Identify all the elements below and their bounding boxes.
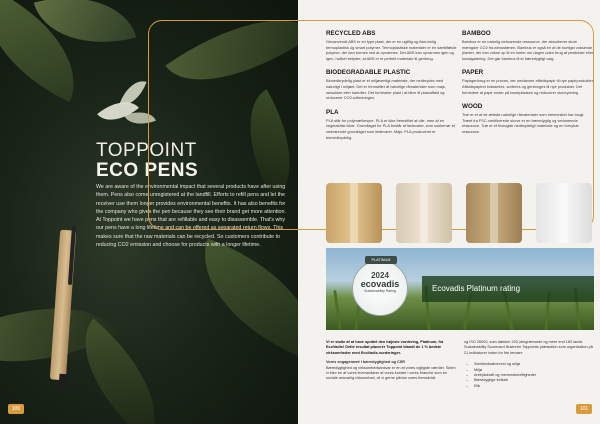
materials-column-1	[326, 30, 458, 148]
section-wood	[462, 103, 594, 134]
title-line-2: ECO PENS	[96, 160, 199, 181]
section-bamboo	[462, 30, 594, 61]
section-pla	[326, 109, 458, 140]
section-heading: PAPER	[462, 69, 484, 77]
section-text: Papirgenbrug er en proces, der omdanner affaldspapir til nye papirprodukter. Affaldspapiret indsamles, sorteres og genbruges til nye produkter. Det forhindrer at papir ender på lossepladsen og reducerer skovrydning.	[462, 78, 594, 95]
section-paper	[462, 69, 594, 95]
ecovadis-photo	[326, 248, 594, 330]
material-sample-bamboo	[326, 183, 382, 243]
section-text: Bambus er en naturlig vedvarende ressource, der absorberer store mængder CO2 fra atmosfæren. Bambus er også en af de hurtigst voksende planter, der kan vokse op til en meter om dagen uden brug af pesticider eller kunstgødning. Det gør bambus til et bæredygtigt valg.	[462, 39, 594, 61]
section-heading: PLA	[326, 108, 339, 116]
ecovadis-column-2	[464, 340, 594, 389]
badge-sub: Sustainability Rating	[364, 289, 396, 293]
intro-paragraph: We are aware of the environmental impact that several products have after using them. Pens also come unregistered at the landfill. Efforts to refill pens and let the receiver use them longer provides environmental benefits. It has also benefits for the company who gives the pen because they see their brand get more attention. At Toppoint we have pens that are refillable and easy to disassemble. That's why our pens have a long lifetime and can be offered as separated return flows. This makes sure that the raw materials can be recycled. So customers contribute to reducing CO2 emission and choose for products with a longer lifetime.	[96, 184, 286, 249]
ecovadis-themes-list	[464, 362, 594, 389]
section-heading: BIODEGRADABLE PLASTIC	[326, 69, 411, 77]
badge-label: PLATINUM	[365, 256, 397, 264]
section-text: Genanvendt ABS er en type plast, der er en ugiftig og ikke-farlig termoplastisk og smart polymer. Termoplastiske materialer er en særtilfælde polymer, der kan formes ved at opvarmes. Det ABS kan opvarmes igen og igen, hvilket betyder, at ABS er et perfekt materiale til genbrug.	[326, 39, 457, 61]
section-recycled-abs	[326, 30, 458, 61]
list-item: – Etik	[474, 384, 594, 389]
section-text: Træ er et af de ældste naturlige råmaterialer som mennesket har brugt. Træet fra FSC-certificerede skove er en bæredygtig og vedvarende ressource. Træ er et biologisk nedbrydeligt materiale og en fornybar ressource.	[462, 112, 585, 134]
page-number-left: 100	[8, 404, 24, 414]
section-heading: BAMBOO	[462, 30, 491, 37]
list-item: – Miljø	[474, 368, 594, 373]
page-number-right: 101	[576, 404, 592, 414]
ecovadis-body: Bæredygtighed og virksomhedsansvar er en af vores vigtigste værdier. Siden vi blev en af vores leverandører af vores kunder i vores branche som en sociale ansvarlig virksomhed, vil vi gerne påvise vores fremskridt.	[326, 365, 456, 381]
list-item: – Bæredygtige indkøb	[474, 378, 594, 383]
ecovadis-body-2: og ISO 26000, som dækker 200 ubegrænsede og mere end 160 lande. Sustainability Scorecard illustrerer Toppoints præstation som organisation på 21 indikatorer inden for fire temaer:	[464, 340, 593, 355]
material-sample-paper	[396, 183, 452, 243]
ecovadis-subheading: Vores engagement i bæredygtighed og CSR	[326, 360, 406, 365]
material-sample-wood	[466, 183, 522, 243]
list-item: – Arbejdskraft og menneskerettigheder	[474, 373, 594, 378]
ecovadis-lead: Vi er stolte af at have opnået den højeste vurdering, Platinum, fra EcoVadis! Dette resultat placerer Toppoint blandt de 1 % bedste virksomheder med EcoVadis-vurderinger.	[326, 340, 444, 355]
badge-year: 2024	[371, 271, 389, 280]
leaf-decoration	[181, 238, 298, 361]
title-line-1: TOPPOINT	[96, 140, 197, 161]
ecovadis-badge	[352, 260, 408, 316]
pen-tip	[58, 374, 67, 391]
section-text: PLA står for polymælkesyre. PLA er ikke fremstillet af olie, men af en vegetabilsk kilde. Grundlaget for PLA består af fødevarer, som sukkerrør et vedvarende grundlaget som fødevarer. Majs. PLA produceret er bionedbrydelig.	[326, 117, 455, 140]
ecovadis-column-1	[326, 340, 456, 382]
section-text: Bionedbrydelig plast er et miljøvenligt materiale, der nedbrydes med naturligt i miljøet. Det er fremstillet af naturlige råmaterialer som majs, rørsukker eller kartofler. Det forhindrer plast i at blive til plastaffald og reducerer CO2-udledningen.	[326, 78, 446, 101]
list-item: – Samfundsøkonomi og miljø	[474, 362, 594, 367]
material-sample-plastic	[536, 183, 592, 243]
badge-name: ecovadis	[360, 279, 400, 289]
section-heading: WOOD	[462, 103, 483, 111]
section-heading: RECYCLED ABS	[326, 30, 376, 37]
materials-column-2	[462, 30, 594, 143]
ecovadis-banner: Ecovadis Platinum rating	[422, 276, 594, 302]
material-samples	[326, 183, 594, 243]
section-biodegradable-plastic	[326, 69, 458, 100]
